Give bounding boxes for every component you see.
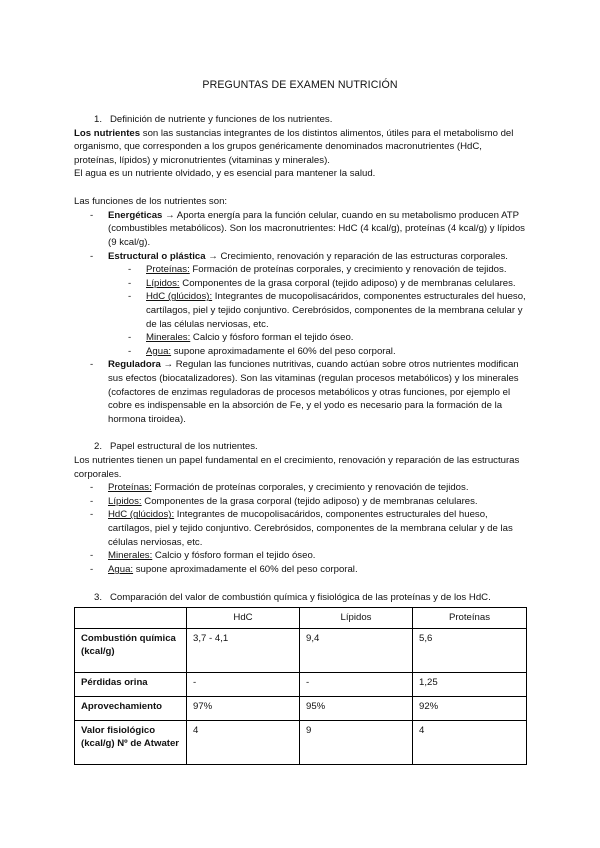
item-label: Lípidos: — [146, 277, 180, 289]
list-item — [128, 345, 526, 359]
table-cell: - — [300, 672, 413, 696]
function-reguladora — [90, 358, 526, 426]
table-cell: 4 — [413, 720, 527, 764]
item-text: Integrantes de mucopolisacáridos, componentes estructurales del hueso, cartílagos, piel y tejido conjuntivo. Cerebrósidos, componentes de la membrana celular y de las células nerviosas, etc. — [108, 509, 513, 548]
item-text: Formación de proteínas corporales, y crecimiento y renovación de tejidos. — [189, 264, 507, 276]
question-1-heading — [94, 113, 526, 127]
item-text: supone aproximadamente el 60% del peso corporal. — [171, 345, 396, 357]
table-header-cell — [75, 608, 187, 629]
row-label: Valor fisiológico (kcal/g) Nº de Atwater — [75, 720, 187, 764]
table-cell: 9,4 — [300, 628, 413, 672]
item-text: Calcio y fósforo forman el tejido óseo. — [152, 550, 316, 562]
item-label: Lípidos: — [108, 495, 142, 507]
structural-list — [74, 481, 526, 576]
item-label: Agua: — [108, 563, 134, 575]
list-item — [128, 331, 526, 345]
comparison-table — [74, 607, 527, 765]
table-cell: 95% — [300, 696, 413, 720]
question-text: Papel estructural de los nutrientes. — [110, 441, 258, 453]
table-cell: 3,7 - 4,1 — [187, 628, 300, 672]
table-header-row — [75, 608, 527, 629]
list-item — [90, 495, 526, 509]
table-cell: 1,25 — [413, 672, 527, 696]
function-label: Energéticas — [108, 209, 163, 221]
table-row — [75, 696, 527, 720]
list-item — [90, 549, 526, 563]
list-item — [128, 277, 526, 291]
functions-intro: Las funciones de los nutrientes son: — [74, 196, 228, 208]
item-label: HdC (glúcidos): — [108, 509, 175, 521]
table-header-cell: Lípidos — [300, 608, 413, 629]
structural-intro: Los nutrientes tienen un papel fundamental en el crecimiento, renovación y reparación de las estructuras corporales. — [74, 455, 520, 480]
question-number: 1. — [94, 114, 103, 126]
question-text: Definición de nutriente y funciones de los nutrientes. — [110, 114, 333, 126]
question-text: Comparación del valor de combustión química y fisiológica de las proteínas y de los HdC. — [110, 591, 491, 603]
function-estructural — [90, 250, 526, 359]
question-3-heading — [94, 591, 526, 605]
function-text: → Crecimiento, renovación y reparación de las estructuras corporales. — [205, 250, 508, 262]
question-2-heading — [94, 440, 526, 454]
table-cell: - — [187, 672, 300, 696]
item-text: supone aproximadamente el 60% del peso corporal. — [133, 563, 358, 575]
document-page — [74, 78, 526, 765]
function-energeticas — [90, 209, 526, 250]
list-item — [90, 481, 526, 495]
table-cell: 92% — [413, 696, 527, 720]
item-label: HdC (glúcidos): — [146, 291, 213, 303]
table-cell: 9 — [300, 720, 413, 764]
page-title: PREGUNTAS DE EXAMEN NUTRICIÓN — [202, 79, 398, 91]
table-cell: 5,6 — [413, 628, 527, 672]
table-cell: 97% — [187, 696, 300, 720]
item-label: Proteínas: — [108, 482, 152, 494]
functions-list — [74, 209, 526, 427]
row-label: Aprovechamiento — [75, 696, 187, 720]
list-item — [90, 563, 526, 577]
list-item — [128, 290, 526, 331]
item-label: Agua: — [146, 345, 172, 357]
table-header-cell: Proteínas — [413, 608, 527, 629]
item-text: Integrantes de mucopolisacáridos, componentes estructurales del hueso, cartílagos, piel y tejido conjuntivo. Cerebrósidos, componentes de la membrana celular y de las células nerviosas, etc. — [146, 291, 526, 330]
definition-body: son las sustancias integrantes de los distintos alimentos, útiles para el metabolismo del organismo, que corresponden a los grupos genéricamente denominados macronutrientes (HdC, proteínas, lípidos) y micronutrientes (vitaminas y minerales). — [74, 127, 514, 166]
item-text: Calcio y fósforo forman el tejido óseo. — [190, 332, 354, 344]
structural-sublist — [108, 263, 526, 358]
water-note: El agua es un nutriente olvidado, y es esencial para mantener la salud. — [74, 168, 376, 180]
table-cell: 4 — [187, 720, 300, 764]
row-label: Combustión química (kcal/g) — [75, 628, 187, 672]
item-text: Componentes de la grasa corporal (tejido adiposo) y de membranas celulares. — [179, 277, 516, 289]
function-text: → Aporta energía para la función celular, cuando en su metabolismo producen ATP (combustibles metabólicos). Son los macronutrientes: HdC (4 kcal/g), proteínas (4 kcal/g) y lípidos (9 kcal/g). — [108, 209, 525, 248]
table-header-cell: HdC — [187, 608, 300, 629]
item-label: Minerales: — [108, 550, 153, 562]
nutrient-definition — [74, 127, 526, 168]
item-text: Componentes de la grasa corporal (tejido adiposo) y de membranas celulares. — [141, 495, 478, 507]
item-label: Minerales: — [146, 332, 191, 344]
question-number: 2. — [94, 441, 103, 453]
function-label: Estructural o plástica — [108, 250, 206, 262]
table-row — [75, 628, 527, 672]
list-item — [90, 508, 526, 549]
function-text: → Regulan las funciones nutritivas, cuando actúan sobre otros nutrientes modifican sus efectos (biocatalizadores). Son las vitaminas (regulan procesos metabólicos) y los minerales (cofactores de enzimas reguladoras de procesos metabólicos y otras funciones, por ejemplo el cobre es indispensable en la absorción de Fe, y el yodo es necesario para la formación de la hormona tiroidea). — [108, 359, 519, 425]
function-label: Reguladora — [108, 359, 161, 371]
item-text: Formación de proteínas corporales, y crecimiento y renovación de tejidos. — [151, 482, 469, 494]
list-item — [128, 263, 526, 277]
table-row — [75, 672, 527, 696]
row-label: Pérdidas orina — [75, 672, 187, 696]
question-number: 3. — [94, 591, 103, 603]
item-label: Proteínas: — [146, 264, 190, 276]
table-row — [75, 720, 527, 764]
definition-term: Los nutrientes — [74, 127, 141, 139]
